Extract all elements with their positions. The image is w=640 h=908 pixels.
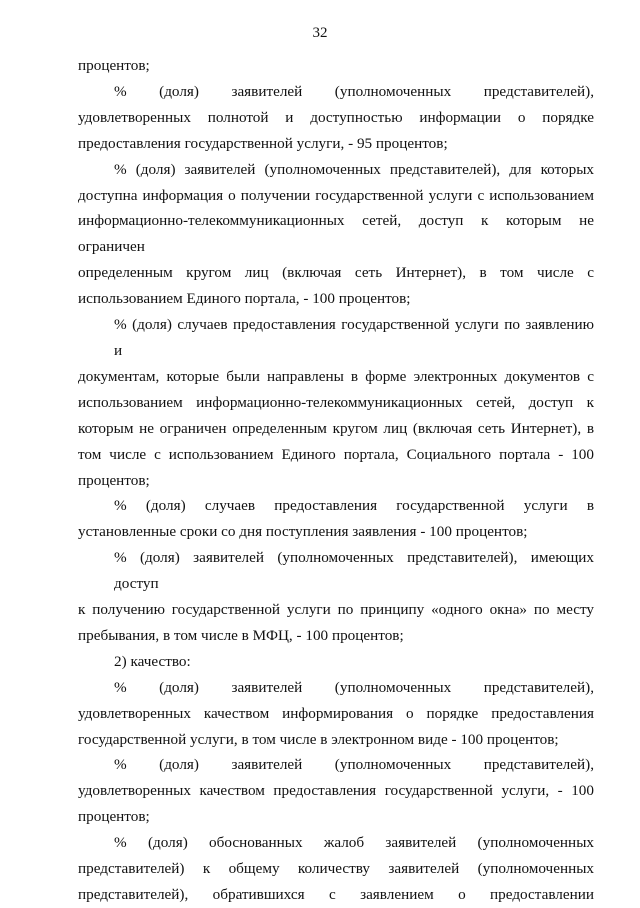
text-line: пребывания, в том числе в МФЦ, - 100 процентов;: [78, 626, 404, 644]
text-line: удовлетворенных качеством информирования о порядке предоставления: [78, 704, 594, 722]
text-line: % (доля) обоснованных жалоб заявителей (уполномоченных: [114, 834, 594, 852]
text-line: информационно-телекоммуникационных сетей, доступ к которым не ограничен: [78, 212, 594, 256]
text-line: использованием Единого портала, - 100 процентов;: [78, 290, 411, 308]
text-line: 2) качество:: [114, 652, 191, 670]
text-line: определенным кругом лиц (включая сеть Интернет), в том числе с: [78, 264, 594, 282]
text-line: государственной услуги, в том числе в электронном виде - 100 процентов;: [78, 730, 559, 748]
text-line: % (доля) заявителей (уполномоченных представителей),: [114, 82, 594, 100]
paragraph-heading: [78, 649, 594, 675]
text-line: удовлетворенных качеством предоставления государственной услуги, - 100: [78, 782, 594, 800]
text-line: % (доля) случаев предоставления государственной услуги в: [114, 497, 594, 515]
paragraph: [78, 830, 594, 908]
text-line: доступна информация о получении государственной услуги с использованием: [78, 186, 594, 204]
paragraph: [78, 312, 594, 493]
paragraph: [78, 493, 594, 545]
text-line: % (доля) заявителей (уполномоченных представителей), имеющих доступ: [114, 549, 594, 593]
text-line: % (доля) заявителей (уполномоченных представителей),: [114, 756, 594, 774]
text-line: представителей) к общему количеству заявителей (уполномоченных: [78, 860, 594, 878]
text-line: предоставления государственной услуги, - 95 процентов;: [78, 134, 448, 152]
text-line: документам, которые были направлены в форме электронных документов с: [78, 367, 594, 385]
text-line: % (доля) случаев предоставления государственной услуги по заявлению и: [114, 316, 594, 359]
text-line: том числе с использованием Единого портала, Социального портала - 100: [78, 445, 594, 463]
paragraph: [78, 79, 594, 157]
text-line: представителей), обратившихся с заявлением о предоставлении: [78, 886, 594, 903]
text-line: % (доля) заявителей (уполномоченных представителей), для которых: [114, 160, 594, 178]
text-line: процентов;: [78, 57, 150, 74]
text-line: процентов;: [78, 471, 150, 489]
page-number: 32: [312, 25, 328, 41]
paragraph: [78, 675, 594, 753]
paragraph: [78, 157, 594, 312]
text-line: % (доля) заявителей (уполномоченных представителей),: [114, 678, 594, 696]
text-line: к получению государственной услуги по принципу «одного окна» по месту: [78, 601, 594, 619]
text-line: удовлетворенных полнотой и доступностью информации о порядке: [78, 108, 594, 126]
text-line: процентов;: [78, 808, 150, 826]
paragraph: [78, 752, 594, 830]
text-line: установленные сроки со дня поступления заявления - 100 процентов;: [78, 523, 528, 541]
paragraph: [78, 545, 594, 649]
document-body: [78, 53, 594, 908]
text-line: использованием информационно-телекоммуникационных сетей, доступ к: [78, 393, 594, 411]
paragraph-continuation: [78, 53, 594, 79]
text-line: которым не ограничен определенным кругом лиц (включая сеть Интернет), в: [78, 419, 594, 437]
